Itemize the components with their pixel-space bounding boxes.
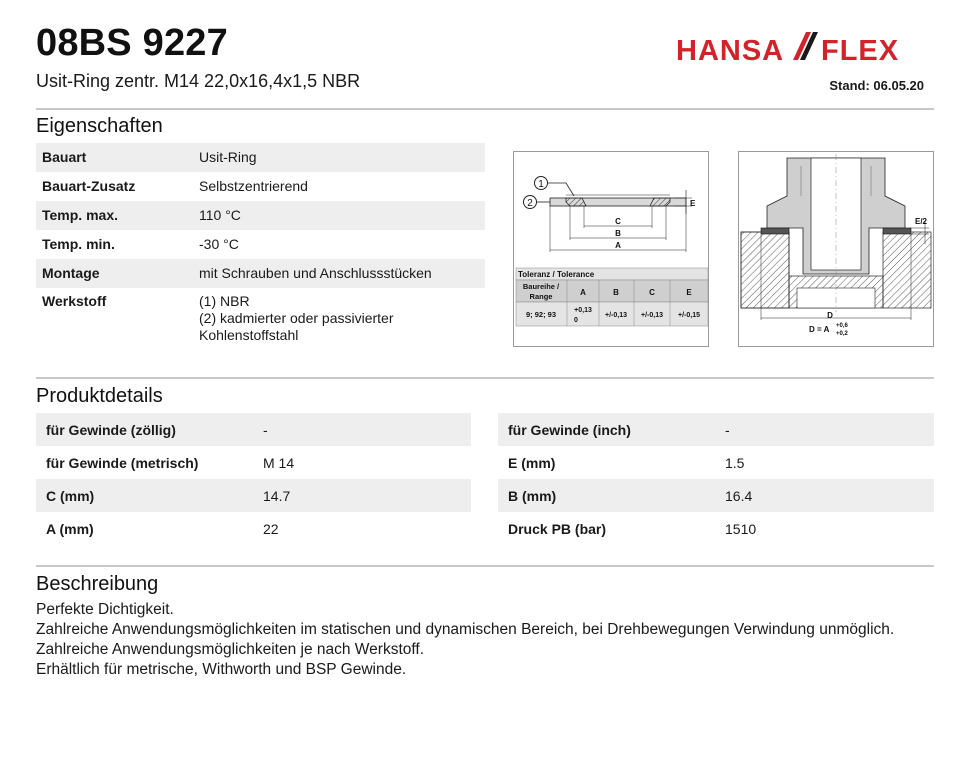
detail-value: 1510: [725, 520, 757, 537]
description-line: Zahlreiche Anwendungsmöglichkeiten im statischen und dynamischen Bereich, bei Drehbewegungen Verwindung unmöglich.: [36, 621, 895, 638]
tolerance-header: C: [649, 288, 655, 297]
product-details-right: [498, 413, 934, 545]
detail-key: A (mm): [46, 520, 94, 537]
installation-drawing: [739, 152, 933, 346]
property-value: mit Schrauben und Anschlussstücken: [193, 259, 485, 288]
dim-label-c: C: [615, 217, 621, 226]
property-value: -30 °C: [199, 236, 239, 252]
detail-row: [498, 413, 934, 446]
property-row: [36, 230, 485, 259]
property-row: [36, 288, 485, 350]
callout-label: 1: [538, 179, 544, 190]
property-key: Temp. max.: [36, 201, 193, 230]
article-code: 08BS 9227: [36, 22, 228, 64]
svg-text:HANSA: HANSA: [676, 35, 785, 67]
dim-label-e-half: E/2: [915, 217, 928, 226]
detail-row: [498, 446, 934, 479]
tolerance-header: B: [613, 288, 619, 297]
material-line: (1) NBR: [199, 293, 250, 309]
dim-label-b: B: [615, 229, 621, 238]
fitting-bore: [811, 158, 861, 270]
seal-left: [761, 228, 789, 234]
property-value: Selbstzentrierend: [199, 178, 308, 194]
d-formula: [809, 323, 849, 337]
svg-text:FLEX: FLEX: [821, 35, 900, 67]
section-title-properties: Eigenschaften: [36, 115, 163, 137]
housing-right: [883, 232, 931, 308]
detail-value: -: [715, 413, 934, 446]
tolerance-header: E: [686, 288, 692, 297]
dim-label-e: E: [690, 199, 696, 208]
formula-prefix: D = A: [809, 325, 830, 334]
tolerance-title: Toleranz / Tolerance: [518, 270, 595, 279]
property-key: Bauart: [36, 143, 193, 172]
property-row: [36, 201, 485, 230]
tolerance-b: +/-0,13: [605, 312, 627, 319]
detail-row: [36, 446, 471, 479]
detail-row: [36, 413, 471, 446]
article-subtitle: Usit-Ring zentr. M14 22,0x16,4x1,5 NBR: [36, 71, 361, 91]
description-line: Zahlreiche Anwendungsmöglichkeiten je nach Werkstoff.: [36, 641, 425, 658]
property-value: [193, 288, 485, 350]
svg-text:Baureihe /: Baureihe /: [522, 282, 560, 291]
detail-key: C (mm): [36, 479, 253, 512]
detail-row: [498, 512, 934, 545]
callout-label: 2: [527, 198, 533, 209]
seal-right: [883, 228, 911, 234]
detail-value: 1.5: [725, 454, 745, 471]
tolerance-range: 9; 92; 93: [525, 310, 557, 319]
rubber-lip-left: [566, 198, 586, 206]
date-label: Stand: 06.05.20: [829, 78, 924, 93]
detail-key: für Gewinde (zöllig): [36, 413, 253, 446]
detail-key: für Gewinde (inch): [498, 413, 715, 446]
hansa-flex-logo: [676, 26, 928, 70]
section-title-description: Beschreibung: [36, 573, 159, 595]
property-value: 110 °C: [193, 201, 485, 230]
divider: [36, 377, 934, 379]
property-key: Montage: [36, 259, 193, 288]
detail-key: Druck PB (bar): [508, 520, 607, 537]
material-line: (2) kadmierter oder passivierter: [199, 310, 394, 326]
detail-key: für Gewinde (metrisch): [46, 454, 199, 471]
installation-diagram: [738, 151, 934, 347]
description-text: [36, 600, 894, 680]
housing-left: [741, 232, 789, 308]
detail-value: -: [253, 413, 471, 446]
detail-row: [498, 479, 934, 512]
properties-table: [36, 143, 485, 350]
detail-value: 16.4: [715, 479, 934, 512]
svg-text:+0,13: +0,13: [574, 307, 592, 314]
detail-row: [36, 479, 471, 512]
formula-upper: +0,6: [836, 323, 848, 329]
property-row: [36, 259, 485, 288]
svg-text:Range: Range: [529, 292, 553, 301]
property-row: [36, 143, 485, 172]
ring-dimension-diagram: [513, 151, 709, 347]
detail-key: E (mm): [508, 454, 556, 471]
dim-label-d: D: [827, 311, 833, 320]
tolerance-c: +/-0,13: [641, 312, 663, 319]
divider: [36, 108, 934, 110]
dim-label-a: A: [615, 241, 621, 250]
description-line: Erhältlich für metrische, Withworth und BSP Gewinde.: [36, 661, 407, 678]
rubber-lip-right: [650, 198, 670, 206]
material-line: Kohlenstoffstahl: [199, 327, 299, 343]
ring-drawing: [514, 152, 708, 346]
property-key: Werkstoff: [42, 293, 107, 309]
detail-row: [36, 512, 471, 545]
detail-key: B (mm): [498, 479, 715, 512]
section-title-product-details: Produktdetails: [36, 385, 163, 407]
property-row: [36, 172, 485, 201]
detail-value: 22: [263, 520, 279, 537]
property-value: Usit-Ring: [193, 143, 485, 172]
formula-lower: +0,2: [836, 331, 848, 337]
property-key: Bauart-Zusatz: [42, 178, 136, 194]
tolerance-table: [516, 268, 708, 326]
description-line: Perfekte Dichtigkeit.: [36, 601, 174, 618]
tolerance-e: +/-0,15: [678, 312, 700, 319]
property-key: Temp. min.: [42, 236, 115, 252]
svg-text:0: 0: [574, 317, 578, 324]
detail-value: M 14: [263, 454, 295, 471]
tolerance-header: A: [580, 288, 586, 297]
divider: [36, 565, 934, 567]
product-details-left: [36, 413, 471, 545]
detail-value: 14.7: [253, 479, 471, 512]
